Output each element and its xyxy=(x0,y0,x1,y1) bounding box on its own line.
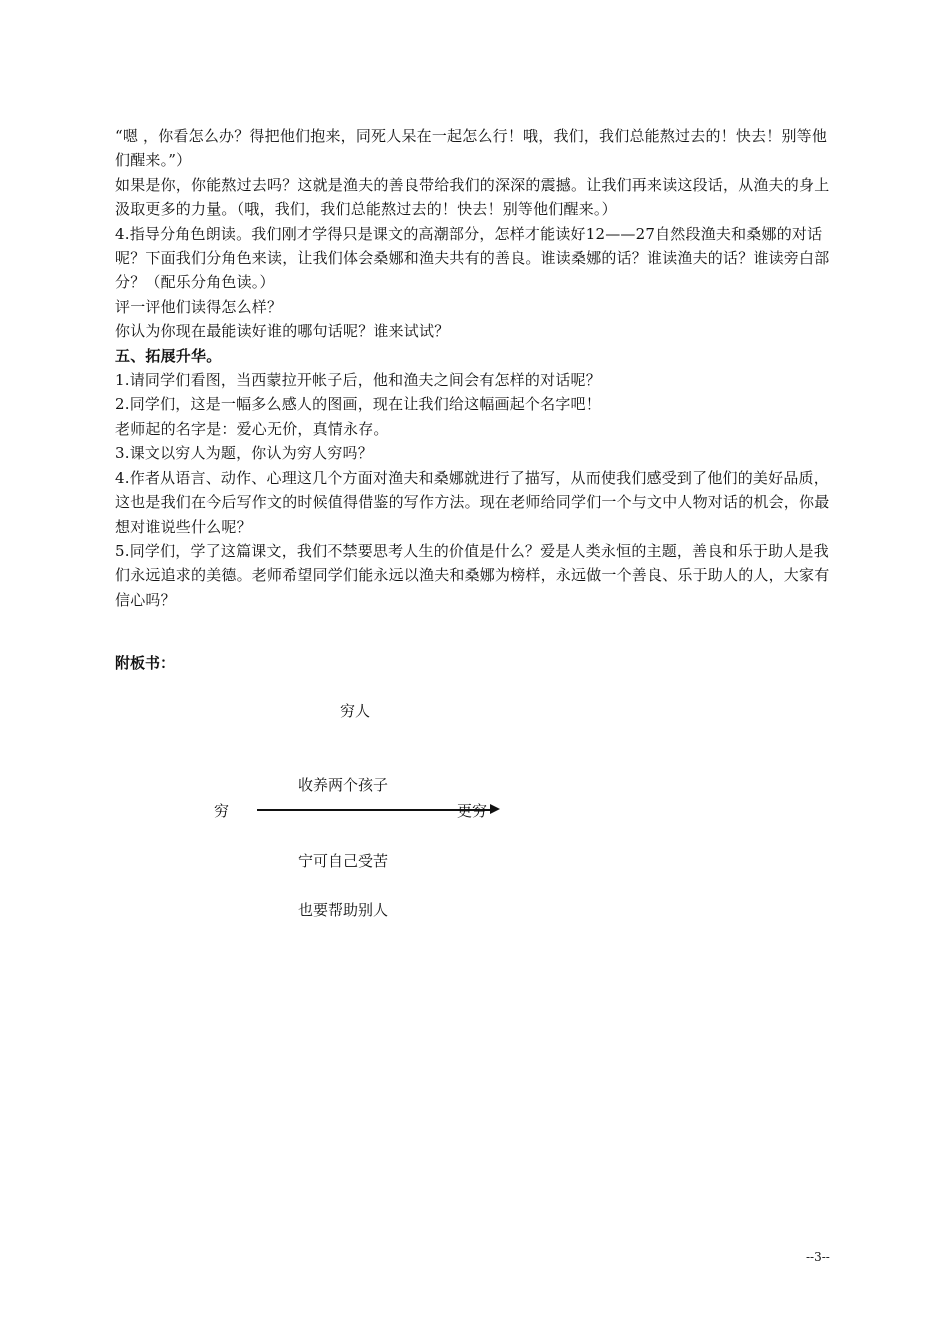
blackboard-above-arrow: 收养两个孩子 xyxy=(298,776,389,794)
paragraph-item-4: 4.作者从语言、动作、心理这几个方面对渔夫和桑娜就进行了描写，从而使我们感受到了他们的美好品质，这也是我们在今后写作文的时候值得借鉴的写作方法。现在老师给同学们一个与文中人物对话的机会，你最想对谁说些什么呢？ xyxy=(115,468,830,536)
blackboard-below-line-2: 也要帮助别人 xyxy=(298,901,389,919)
paragraph-quote: “嗯 ，你看怎么办？得把他们抱来，同死人呆在一起怎么行！哦，我们，我们总能熬过去的！快去！别等他们醒来。”） xyxy=(115,127,828,170)
paragraph-role-reading: 4.指导分角色朗读。我们刚才学得只是课文的高潮部分，怎样才能读好12——27自然段渔夫和桑娜的对话呢？下面我们分角色来读，让我们体会桑娜和渔夫共有的善良。谁读桑娜的话？谁读渔夫的话？谁读旁白部分？（配乐分角色读。） xyxy=(115,224,830,292)
page-number: --3-- xyxy=(806,1250,830,1264)
section-heading-extension: 五、拓展升华。 xyxy=(115,346,222,365)
paragraph-item-5: 5.同学们，学了这篇课文，我们不禁要思考人生的价值是什么？爱是人类永恒的主题，善良和乐于助人是我们永远追求的美德。老师希望同学们能永远以渔夫和桑娜为榜样，永远做一个善良、乐于助人的人，大家有信心吗？ xyxy=(115,541,830,609)
blackboard-left-word: 穷 xyxy=(214,802,230,820)
paragraph-item-1: 1.请同学们看图，当西蒙拉开帐子后，他和渔夫之间会有怎样的对话呢？ xyxy=(115,371,601,390)
blackboard-heading: 附板书： xyxy=(115,654,176,672)
blackboard-title: 穷人 xyxy=(340,702,371,720)
blackboard-below-line-1: 宁可自己受苦 xyxy=(298,852,389,870)
paragraph-evaluate: 评一评他们读得怎么样？ xyxy=(115,297,283,316)
blackboard-arrow-line xyxy=(257,809,491,811)
paragraph-item-2: 2.同学们，这是一幅多么感人的图画，现在让我们给这幅画起个名字吧！ xyxy=(115,395,601,414)
paragraph-reflection: 如果是你，你能熬过去吗？这就是渔夫的善良带给我们的深深的震撼。让我们再来读这段话，从渔夫的身上汲取更多的力量。（哦，我们，我们总能熬过去的！快去！别等他们醒来。） xyxy=(115,175,830,219)
paragraph-teacher-title: 老师起的名字是：爱心无价，真情永存。 xyxy=(115,419,389,438)
paragraph-item-3: 3.课文以穷人为题，你认为穷人穷吗？ xyxy=(115,444,373,463)
body-text xyxy=(115,124,840,612)
paragraph-try: 你认为你现在最能读好谁的哪句话呢？谁来试试？ xyxy=(115,322,450,341)
arrow-right-icon xyxy=(490,804,500,814)
blackboard-right-word: 更穷 xyxy=(457,802,488,820)
